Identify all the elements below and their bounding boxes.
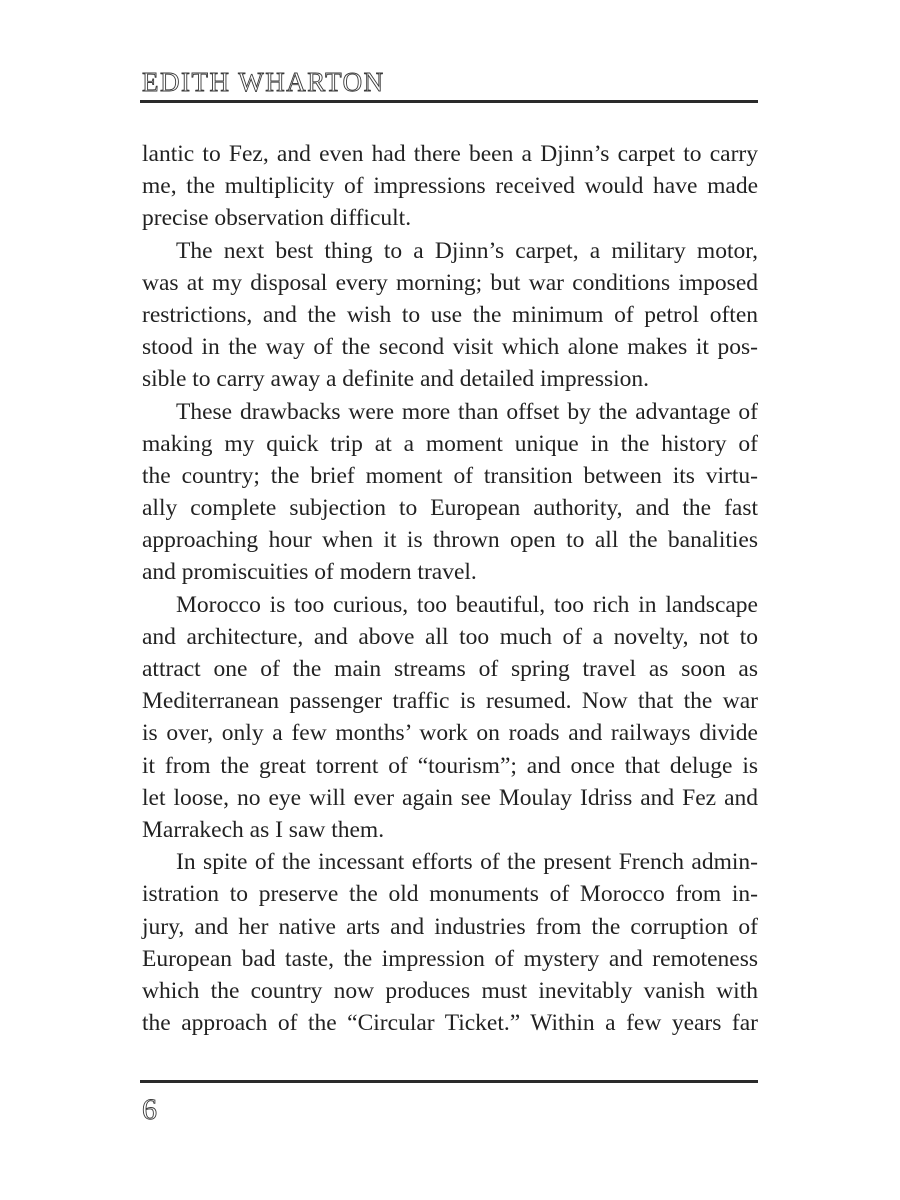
text-line: and promiscuities of modern travel. [142,559,477,586]
text-line: the country; the brief moment of transition between its virtu- [142,462,758,489]
text-line: restrictions, and the wish to use the minimum of petrol often [142,301,758,328]
body-text [142,138,758,1039]
paragraph [142,138,758,235]
text-line: the approach of the “Circular Ticket.” Within a few years far [142,1010,758,1037]
header-rule [140,100,758,103]
text-line: it from the great torrent of “tourism”; and once that deluge is [142,752,758,779]
paragraph [142,396,758,589]
text-line: European bad taste, the impression of mystery and remoteness [142,945,758,972]
text-line: lantic to Fez, and even had there been a Djinn’s carpet to carry [142,141,758,167]
paragraph [142,235,758,396]
text-line: Mediterranean passenger traffic is resumed. Now that the war [142,688,758,715]
text-line: ally complete subjection to European authority, and the fast [142,495,758,522]
text-line: let loose, no eye will ever again see Moulay Idriss and Fez and [142,784,758,811]
paragraph [142,846,758,1039]
text-line: The next best thing to a Djinn’s carpet, a military motor, [176,237,758,264]
text-line: attract one of the main streams of spring travel as soon as [142,656,758,682]
text-line: These drawbacks were more than offset by the advantage of [176,398,758,425]
text-line: me, the multiplicity of impressions received would have made [142,173,758,200]
text-line: sible to carry away a definite and detailed impression. [142,366,650,393]
footer-rule [140,1080,758,1083]
paragraph [142,589,758,847]
text-line: and architecture, and above all too much of a novelty, not to [142,623,758,650]
text-line: is over, only a few months’ work on roads and railways divide [142,720,758,747]
text-line: Morocco is too curious, too beautiful, too rich in landscape [176,591,758,618]
text-line: stood in the way of the second visit which alone makes it pos- [142,334,758,361]
text-line: precise observation difficult. [142,205,412,232]
text-line: istration to preserve the old monuments of Morocco from in- [142,881,758,908]
text-line: which the country now produces must inevitably vanish with [142,977,758,1004]
running-head: EDITH WHARTON [142,67,385,97]
text-line: approaching hour when it is thrown open to all the banalities [142,527,758,554]
text-line: making my quick trip at a moment unique in the history of [142,430,758,457]
text-line: was at my disposal every morning; but war conditions imposed [142,269,758,296]
text-line: Marrakech as I saw them. [142,816,385,843]
text-line: jury, and her native arts and industries from the corruption of [142,913,758,940]
text-line: In spite of the incessant efforts of the present French admin- [176,849,758,876]
page-number: 6 [142,1093,157,1126]
